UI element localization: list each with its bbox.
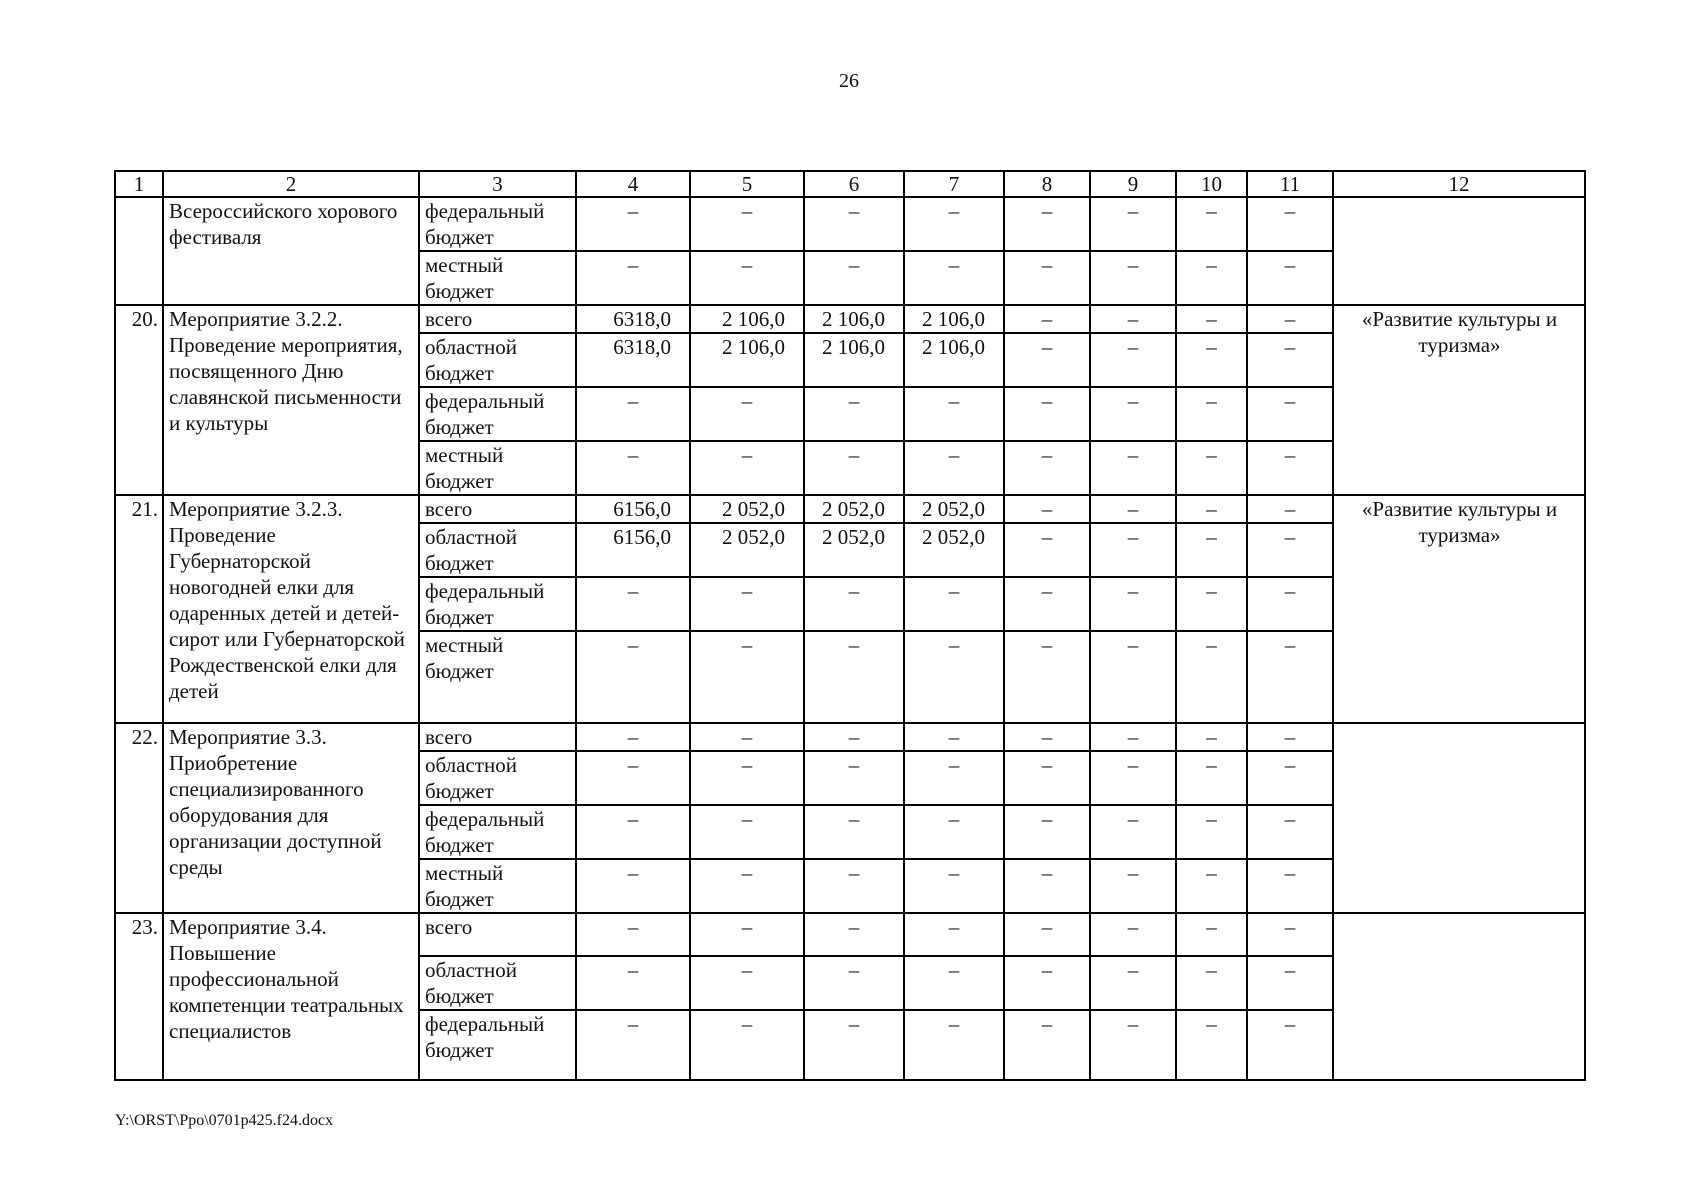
amount-cell: – — [690, 805, 804, 859]
amount-cell: – — [1176, 913, 1247, 956]
budget-table — [114, 170, 1586, 1081]
amount-cell: – — [1004, 956, 1090, 1010]
amount-cell: – — [1247, 751, 1333, 805]
amount-cell: – — [1090, 1010, 1176, 1080]
amount-cell: – — [1090, 631, 1176, 723]
amount-cell: – — [1247, 631, 1333, 723]
amount-cell: – — [690, 387, 804, 441]
amount-cell: – — [576, 751, 690, 805]
amount-cell: – — [1004, 805, 1090, 859]
amount-cell: 6318,0 — [576, 305, 690, 333]
amount-cell: – — [1247, 387, 1333, 441]
row-number: 20. — [115, 305, 163, 495]
column-header: 6 — [804, 171, 904, 197]
amount-cell: – — [1176, 859, 1247, 913]
amount-cell: – — [690, 956, 804, 1010]
amount-cell: – — [1090, 913, 1176, 956]
table-row — [115, 197, 1585, 251]
amount-cell: – — [1176, 523, 1247, 577]
amount-cell: – — [1247, 441, 1333, 495]
funding-source: федеральный бюджет — [419, 805, 576, 859]
amount-cell: – — [1176, 495, 1247, 523]
amount-cell: – — [576, 859, 690, 913]
amount-cell: – — [1176, 956, 1247, 1010]
funding-source: федеральный бюджет — [419, 577, 576, 631]
amount-cell: – — [1090, 805, 1176, 859]
row-number: 21. — [115, 495, 163, 723]
column-header: 2 — [163, 171, 419, 197]
amount-cell: – — [804, 956, 904, 1010]
funding-source: местный бюджет — [419, 441, 576, 495]
amount-cell: – — [1176, 1010, 1247, 1080]
amount-cell: – — [576, 441, 690, 495]
amount-cell: – — [904, 251, 1004, 305]
amount-cell: – — [904, 631, 1004, 723]
amount-cell: – — [1176, 723, 1247, 751]
amount-cell: – — [690, 1010, 804, 1080]
amount-cell: – — [1004, 523, 1090, 577]
amount-cell: – — [1090, 723, 1176, 751]
amount-cell: – — [1247, 523, 1333, 577]
amount-cell: – — [904, 577, 1004, 631]
amount-cell: – — [904, 197, 1004, 251]
amount-cell: – — [1247, 805, 1333, 859]
amount-cell: – — [804, 913, 904, 956]
responsible-program — [1333, 723, 1585, 913]
amount-cell: – — [1247, 723, 1333, 751]
amount-cell: – — [1176, 387, 1247, 441]
event-name: Мероприятие 3.2.3. Проведение Губернаторской новогодней елки для одаренных детей и детей-сирот или Губернаторской Рождественской елки для детей — [163, 495, 419, 723]
amount-cell: – — [1176, 197, 1247, 251]
amount-cell: – — [1247, 956, 1333, 1010]
amount-cell: – — [690, 723, 804, 751]
funding-source: всего — [419, 913, 576, 956]
amount-cell: – — [690, 913, 804, 956]
amount-cell: – — [576, 387, 690, 441]
amount-cell: 2 052,0 — [904, 523, 1004, 577]
amount-cell: – — [1176, 805, 1247, 859]
funding-source: всего — [419, 305, 576, 333]
amount-cell: – — [576, 805, 690, 859]
footer-file-path: Y:\ORST\Ppo\0701p425.f24.docx — [115, 1112, 334, 1129]
amount-cell: – — [576, 577, 690, 631]
amount-cell: – — [904, 805, 1004, 859]
amount-cell: – — [804, 631, 904, 723]
event-name: Мероприятие 3.4. Повышение профессиональной компетенции театральных специалистов — [163, 913, 419, 1080]
column-header: 3 — [419, 171, 576, 197]
amount-cell: 6156,0 — [576, 495, 690, 523]
amount-cell: – — [1004, 251, 1090, 305]
amount-cell: 2 106,0 — [904, 305, 1004, 333]
amount-cell: – — [904, 387, 1004, 441]
amount-cell: – — [1247, 333, 1333, 387]
amount-cell: – — [1090, 387, 1176, 441]
amount-cell: – — [1090, 305, 1176, 333]
amount-cell: 2 106,0 — [804, 333, 904, 387]
table-body — [115, 171, 1585, 1080]
page-number: 26 — [839, 70, 859, 92]
event-name: Мероприятие 3.2.2. Проведение мероприятия, посвященного Дню славянской письменности и культуры — [163, 305, 419, 495]
amount-cell: 6318,0 — [576, 333, 690, 387]
table-row — [115, 305, 1585, 333]
row-number — [115, 197, 163, 305]
amount-cell: – — [690, 859, 804, 913]
amount-cell: 2 052,0 — [690, 523, 804, 577]
amount-cell: – — [576, 1010, 690, 1080]
amount-cell: 6156,0 — [576, 523, 690, 577]
responsible-program: «Развитие культуры и туризма» — [1333, 305, 1585, 495]
amount-cell: – — [1004, 197, 1090, 251]
funding-source: местный бюджет — [419, 251, 576, 305]
funding-source: местный бюджет — [419, 631, 576, 723]
amount-cell: – — [904, 1010, 1004, 1080]
amount-cell: – — [690, 197, 804, 251]
amount-cell: – — [576, 197, 690, 251]
amount-cell: – — [1176, 305, 1247, 333]
amount-cell: – — [1004, 751, 1090, 805]
amount-cell: – — [576, 913, 690, 956]
amount-cell: – — [690, 251, 804, 305]
amount-cell: – — [1004, 631, 1090, 723]
amount-cell: – — [1247, 859, 1333, 913]
funding-source: федеральный бюджет — [419, 197, 576, 251]
funding-source: всего — [419, 495, 576, 523]
table-row — [115, 723, 1585, 751]
funding-source: областной бюджет — [419, 956, 576, 1010]
amount-cell: – — [1090, 751, 1176, 805]
amount-cell: 2 052,0 — [804, 495, 904, 523]
amount-cell: – — [804, 805, 904, 859]
funding-source: областной бюджет — [419, 523, 576, 577]
amount-cell: – — [804, 751, 904, 805]
amount-cell: – — [1176, 441, 1247, 495]
amount-cell: – — [690, 631, 804, 723]
amount-cell: – — [1004, 387, 1090, 441]
amount-cell: – — [1176, 333, 1247, 387]
amount-cell: – — [804, 859, 904, 913]
funding-source: местный бюджет — [419, 859, 576, 913]
amount-cell: – — [690, 441, 804, 495]
amount-cell: 2 106,0 — [690, 305, 804, 333]
amount-cell: – — [1247, 251, 1333, 305]
column-header: 8 — [1004, 171, 1090, 197]
amount-cell: – — [1247, 197, 1333, 251]
amount-cell: – — [1004, 305, 1090, 333]
amount-cell: 2 052,0 — [904, 495, 1004, 523]
amount-cell: – — [804, 197, 904, 251]
amount-cell: – — [804, 251, 904, 305]
amount-cell: – — [1004, 723, 1090, 751]
amount-cell: – — [1004, 1010, 1090, 1080]
amount-cell: – — [1247, 305, 1333, 333]
amount-cell: – — [1247, 913, 1333, 956]
amount-cell: – — [690, 751, 804, 805]
amount-cell: – — [904, 723, 1004, 751]
amount-cell: – — [804, 1010, 904, 1080]
amount-cell: – — [1090, 495, 1176, 523]
amount-cell: – — [1090, 956, 1176, 1010]
amount-cell: – — [1090, 859, 1176, 913]
amount-cell: – — [1247, 1010, 1333, 1080]
amount-cell: 2 052,0 — [804, 523, 904, 577]
amount-cell: 2 106,0 — [804, 305, 904, 333]
column-header: 9 — [1090, 171, 1176, 197]
amount-cell: – — [1004, 495, 1090, 523]
column-header: 11 — [1247, 171, 1333, 197]
column-header: 4 — [576, 171, 690, 197]
amount-cell: 2 106,0 — [690, 333, 804, 387]
amount-cell: – — [804, 441, 904, 495]
amount-cell: – — [1004, 859, 1090, 913]
table-row — [115, 495, 1585, 523]
amount-cell: – — [904, 956, 1004, 1010]
amount-cell: – — [1090, 523, 1176, 577]
column-header: 5 — [690, 171, 804, 197]
amount-cell: – — [904, 913, 1004, 956]
amount-cell: – — [1004, 913, 1090, 956]
amount-cell: – — [1176, 577, 1247, 631]
amount-cell: – — [804, 577, 904, 631]
amount-cell: – — [576, 723, 690, 751]
funding-source: областной бюджет — [419, 751, 576, 805]
column-header: 1 — [115, 171, 163, 197]
event-name: Всероссийского хорового фестиваля — [163, 197, 419, 305]
amount-cell: – — [1090, 577, 1176, 631]
funding-source: всего — [419, 723, 576, 751]
amount-cell: – — [804, 387, 904, 441]
amount-cell: – — [576, 251, 690, 305]
amount-cell: – — [1176, 631, 1247, 723]
column-header: 7 — [904, 171, 1004, 197]
amount-cell: – — [904, 859, 1004, 913]
responsible-program — [1333, 913, 1585, 1080]
amount-cell: – — [1004, 577, 1090, 631]
amount-cell: – — [1090, 441, 1176, 495]
amount-cell: – — [904, 441, 1004, 495]
row-number: 23. — [115, 913, 163, 1080]
amount-cell: – — [1090, 197, 1176, 251]
column-header-row — [115, 171, 1585, 197]
responsible-program — [1333, 197, 1585, 305]
amount-cell: – — [1090, 251, 1176, 305]
funding-source: федеральный бюджет — [419, 387, 576, 441]
column-header: 12 — [1333, 171, 1585, 197]
event-name: Мероприятие 3.3. Приобретение специализированного оборудования для организации доступной среды — [163, 723, 419, 913]
amount-cell: – — [1004, 333, 1090, 387]
amount-cell: – — [1247, 577, 1333, 631]
funding-source: областной бюджет — [419, 333, 576, 387]
row-number: 22. — [115, 723, 163, 913]
amount-cell: – — [576, 956, 690, 1010]
amount-cell: – — [1004, 441, 1090, 495]
amount-cell: 2 052,0 — [690, 495, 804, 523]
amount-cell: – — [576, 631, 690, 723]
table-row — [115, 913, 1585, 956]
column-header: 10 — [1176, 171, 1247, 197]
amount-cell: – — [1247, 495, 1333, 523]
amount-cell: – — [690, 577, 804, 631]
amount-cell: – — [1176, 751, 1247, 805]
amount-cell: – — [904, 751, 1004, 805]
amount-cell: – — [804, 723, 904, 751]
amount-cell: – — [1176, 251, 1247, 305]
amount-cell: 2 106,0 — [904, 333, 1004, 387]
amount-cell: – — [1090, 333, 1176, 387]
funding-source: федеральный бюджет — [419, 1010, 576, 1080]
responsible-program: «Развитие культуры и туризма» — [1333, 495, 1585, 723]
